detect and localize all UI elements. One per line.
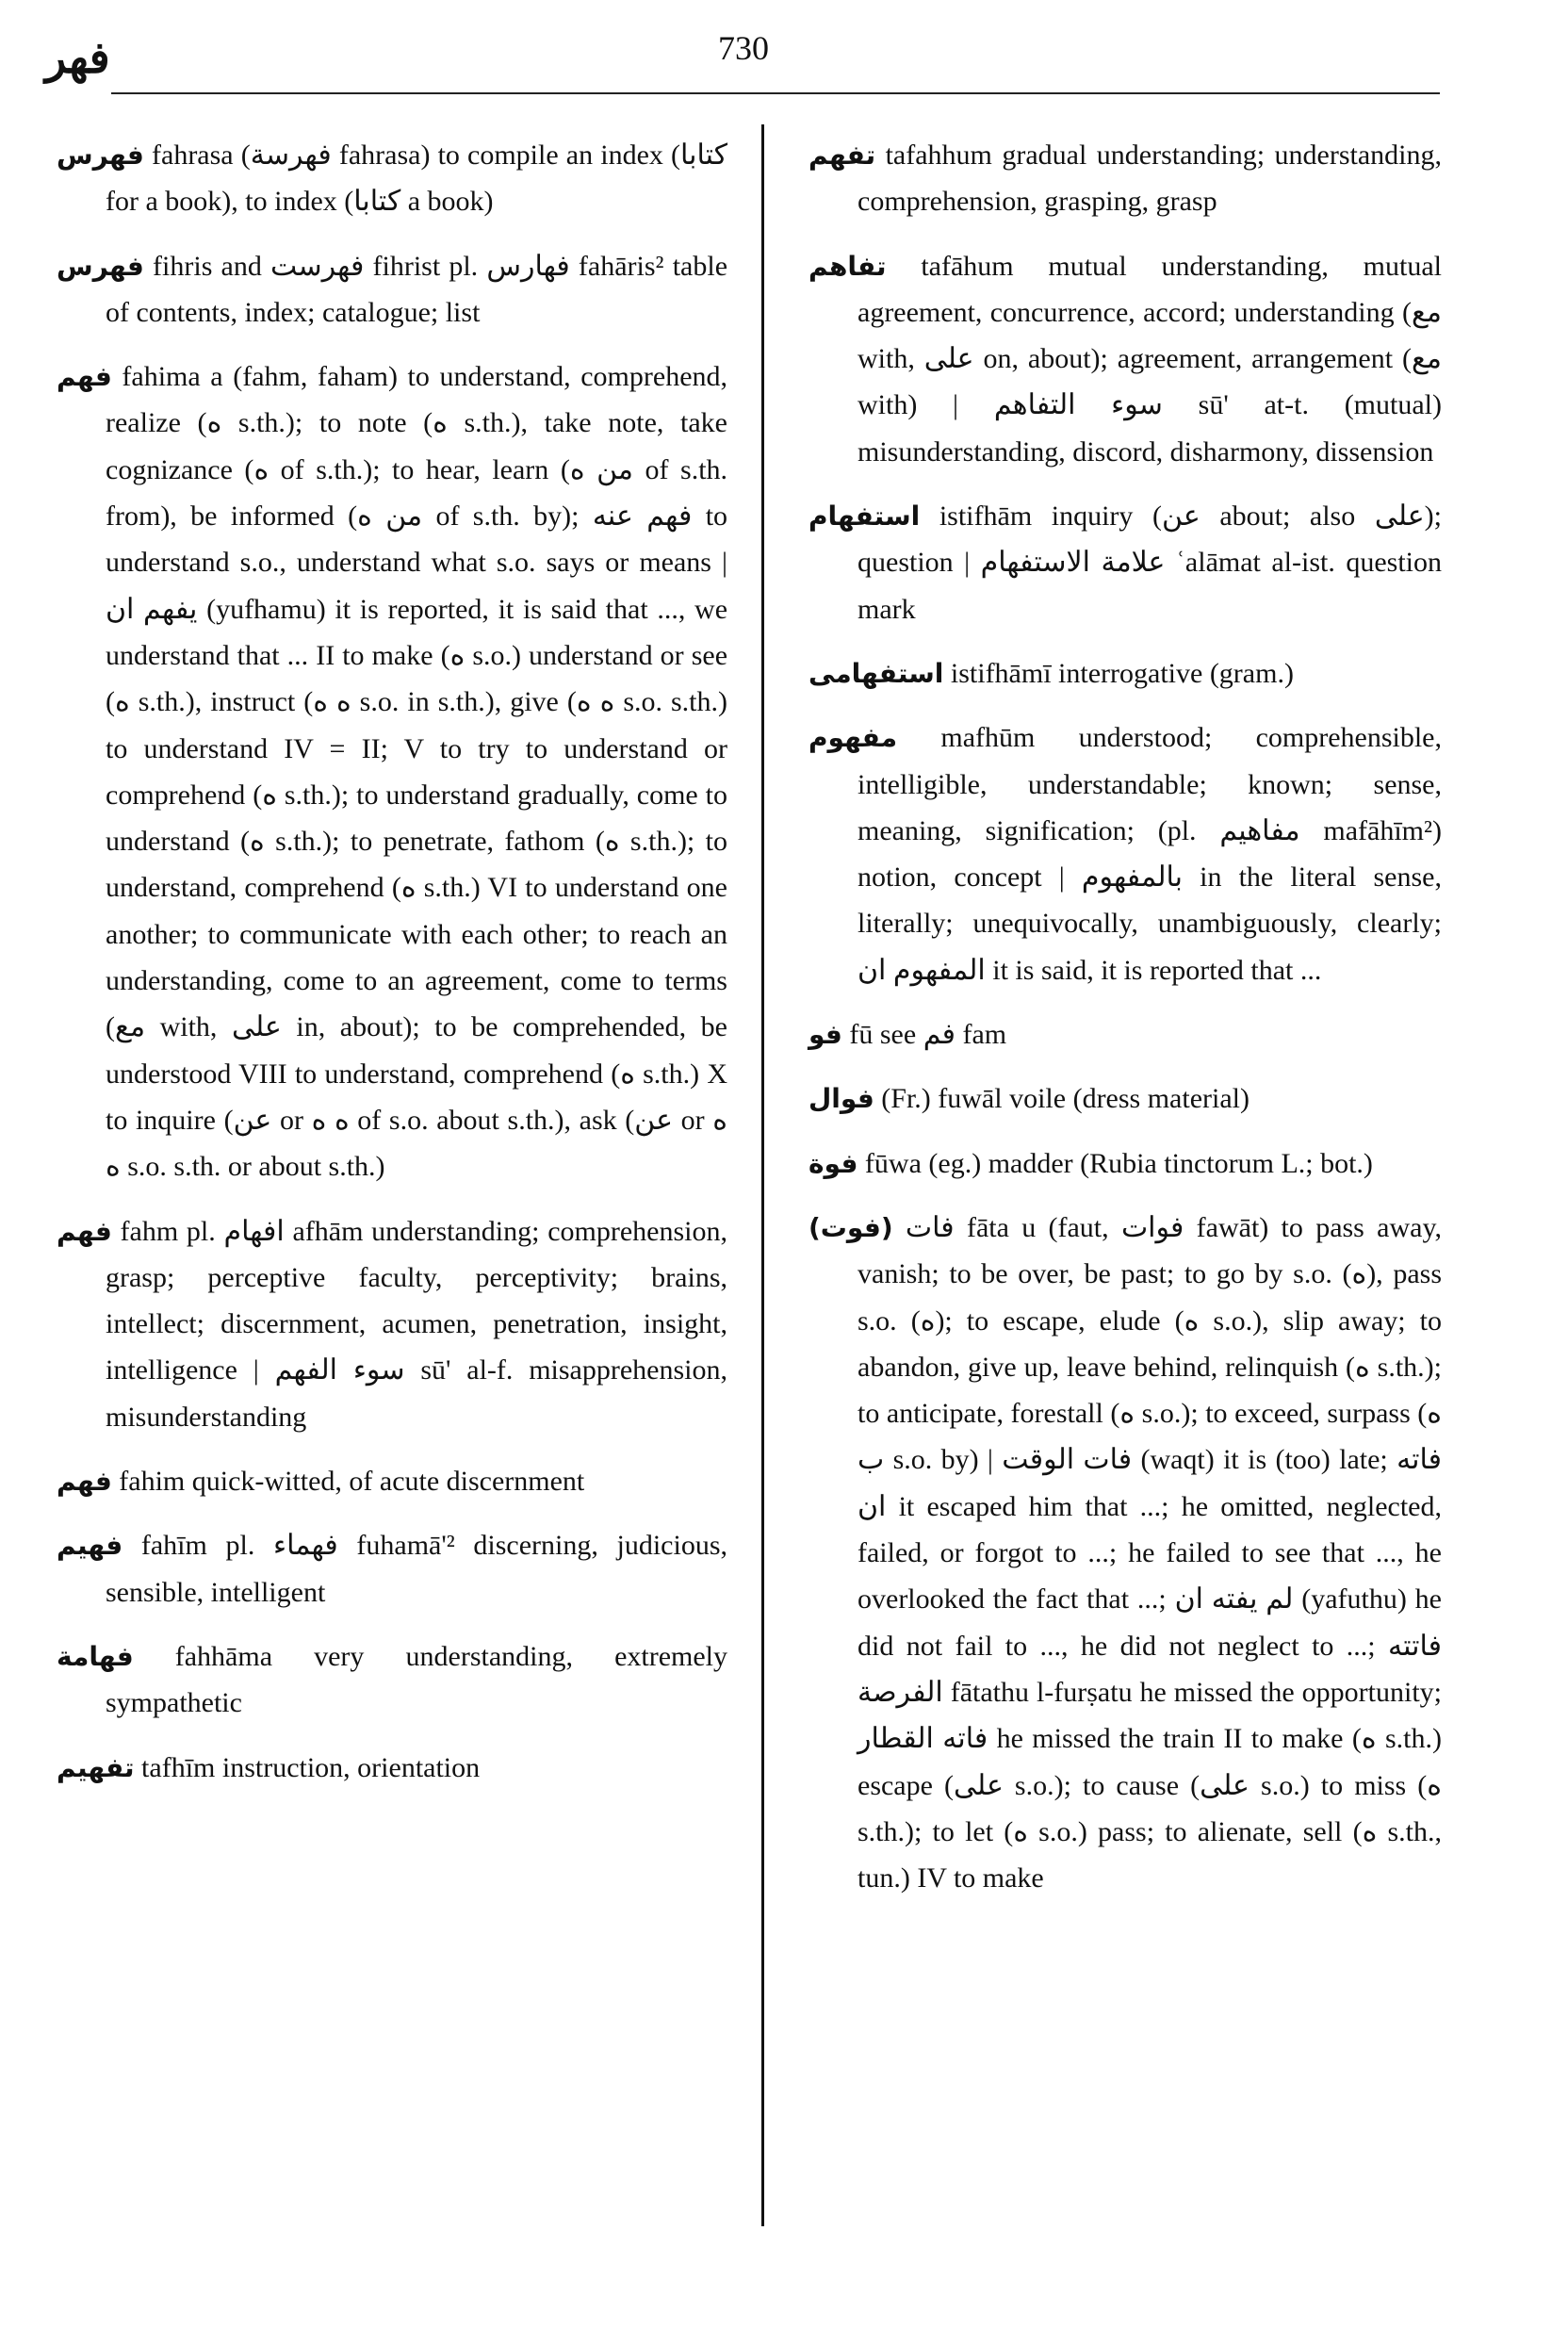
dictionary-entry <box>57 1208 727 1440</box>
entry-headword: فهم <box>57 1215 112 1247</box>
dictionary-entry <box>808 243 1442 475</box>
entry-headword: فهرس <box>57 250 144 282</box>
dictionary-entry <box>57 243 727 336</box>
entry-text: tafahhum gradual understanding; understanding, comprehension, grasping, grasp <box>858 139 1442 218</box>
entry-text: istifhāmī interrogative (gram.) <box>950 657 1294 689</box>
dictionary-entry <box>57 132 727 225</box>
entry-headword: تفاهم <box>808 250 887 282</box>
entry-headword: فهم <box>57 361 112 393</box>
entry-text: istifhām inquiry (عن about; also على); question | علامة الاستفهام ʿalāmat al-ist. question mark <box>858 500 1442 625</box>
dictionary-entry <box>57 1522 727 1616</box>
dictionary-entry <box>808 1075 1442 1122</box>
page-number: 730 <box>718 29 769 67</box>
entry-headword: فهيم <box>57 1530 123 1562</box>
entry-text: fahīm pl. فهماء fuhamā'² discerning, judicious, sensible, intelligent <box>106 1530 728 1608</box>
entry-headword: استفهامى <box>808 657 944 689</box>
dictionary-entry <box>808 714 1442 993</box>
entry-headword: تفهيم <box>57 1751 135 1783</box>
entry-text: tafāhum mutual understanding, mutual agreement, concurrence, accord; understanding (مع with, على on, about); agreement, arrangement (مع with) | سوء التفاهم sū' at-t. (mutual) misunderstanding, discord, disharmony, dissension <box>858 250 1442 467</box>
dictionary-entry <box>57 353 727 1189</box>
entry-headword: فهامة <box>57 1640 134 1672</box>
entry-text: fūwa (eg.) madder (Rubia tinctorum L.; bot.) <box>864 1147 1373 1179</box>
entry-headword: فوة <box>808 1147 858 1179</box>
dictionary-entry <box>808 1140 1442 1187</box>
entry-headword: فوال <box>808 1083 874 1115</box>
entry-headword: (فوت) <box>808 1211 893 1243</box>
dictionary-entry <box>57 1633 727 1727</box>
entry-text: fū see فم fam <box>849 1019 1007 1051</box>
left-column <box>57 132 727 1809</box>
entry-headword: استفهام <box>808 500 921 533</box>
entry-headword: فو <box>808 1019 842 1051</box>
dictionary-entry <box>808 1011 1442 1058</box>
entry-text: mafhūm understood; comprehensible, intelligible, understandable; known; sense, meaning, signification; (pl. مفاهيم mafāhīm²) notion, concept | بالمفهوم in the literal sense, literally; unequivocally, unambiguously, clearly; المفهوم ان it is said, it is reported that ... <box>858 722 1443 986</box>
entry-headword: فهرس <box>57 139 144 171</box>
right-column <box>808 132 1442 1919</box>
entry-headword: تفهم <box>808 139 876 171</box>
entry-headword: مفهوم <box>808 722 898 754</box>
entry-headword: فهم <box>57 1466 112 1498</box>
header-word: فهر <box>45 34 110 82</box>
entry-text: fahm pl. افهام afhām understanding; comprehension, grasp; perceptive faculty, perceptivity; brains, intellect; discernment, acumen, penetration, insight, intelligence | سوء الفهم sū' al-f. misapprehension, misunderstanding <box>106 1215 727 1433</box>
dictionary-entry <box>57 1745 727 1791</box>
entry-text: فات fāta u (faut, فوات fawāt) to pass away, vanish; to be over, be past; to go by s.o. (ه), pass s.o. (ه); to escape, elude (ه s.o.), slip away; to abandon, give up, leave behind, relinquish (ه s.th.); to anticipate, forestall (ه s.o.); to exceed, surpass (ه ب s.o. by) | فات الوقت (waqt) it is (too) late; فاته ان it escaped him that ...; he omitted, neglected, failed, or forgot to ...; he failed to see that ..., he overlooked the fact that ...; لم يفته ان (yafuthu) he did not fail to ..., he did not neglect to ...; فاتته الفرصة fātathu l-furṣatu he missed the opportunity; فاته القطار he missed the train II to make (ه s.th.) escape (على s.o.); to cause (على s.o.) to miss (ه s.th.); to let (ه s.o.) pass; to alienate, sell (ه s.th., tun.) IV to make <box>858 1211 1443 1894</box>
dictionary-entry <box>808 493 1442 632</box>
header-rule <box>111 92 1440 94</box>
dictionary-entry <box>57 1458 727 1504</box>
entry-text: fahim quick-witted, of acute discernment <box>119 1466 585 1498</box>
entry-text: fahima a (fahm, faham) to understand, comprehend, realize (ه s.th.); to note (ه s.th.), take note, take cognizance (ه of s.th.); to hear, learn (من ه of s.th. from), be informed (من ه of s.th. by); فهم عنه to understand s.o., understand what s.o. says or means | يفهم ان (yufhamu) it is reported, it is said that ..., we understand that ... II to make (ه s.o.) understand or see (ه s.th.), instruct (ه ه s.o. in s.th.), give (ه ه s.o. s.th.) to understand IV = II; V to try to understand or comprehend (ه s.th.); to understand gradually, come to understand (ه s.th.); to penetrate, fathom (ه s.th.); to understand, comprehend (ه s.th.) VI to understand one another; to communicate with each other; to reach an understanding, come to an agreement, come to terms (مع with, على in, about); to be comprehended, be understood VIII to understand, comprehend (ه s.th.) X to inquire (عن or ه ه of s.o. about s.th.), ask (عن or ه ه s.o. s.th. or about s.th.) <box>106 361 728 1183</box>
dictionary-entry <box>808 650 1442 697</box>
entry-text: (Fr.) fuwāl voile (dress material) <box>881 1083 1250 1115</box>
dictionary-entry <box>808 132 1442 225</box>
entry-text: fihris and فهرست fihrist pl. فهارس fahāris² table of contents, index; catalogue; list <box>106 250 728 328</box>
entry-text: fahhāma very understanding, extremely sympathetic <box>106 1640 728 1719</box>
dictionary-entry <box>808 1205 1442 1901</box>
entry-text: fahrasa (فهرسة fahrasa) to compile an index (كتابا for a book), to index (كتابا a book) <box>106 139 727 218</box>
column-divider <box>761 124 764 2226</box>
entry-text: tafhīm instruction, orientation <box>141 1751 481 1783</box>
